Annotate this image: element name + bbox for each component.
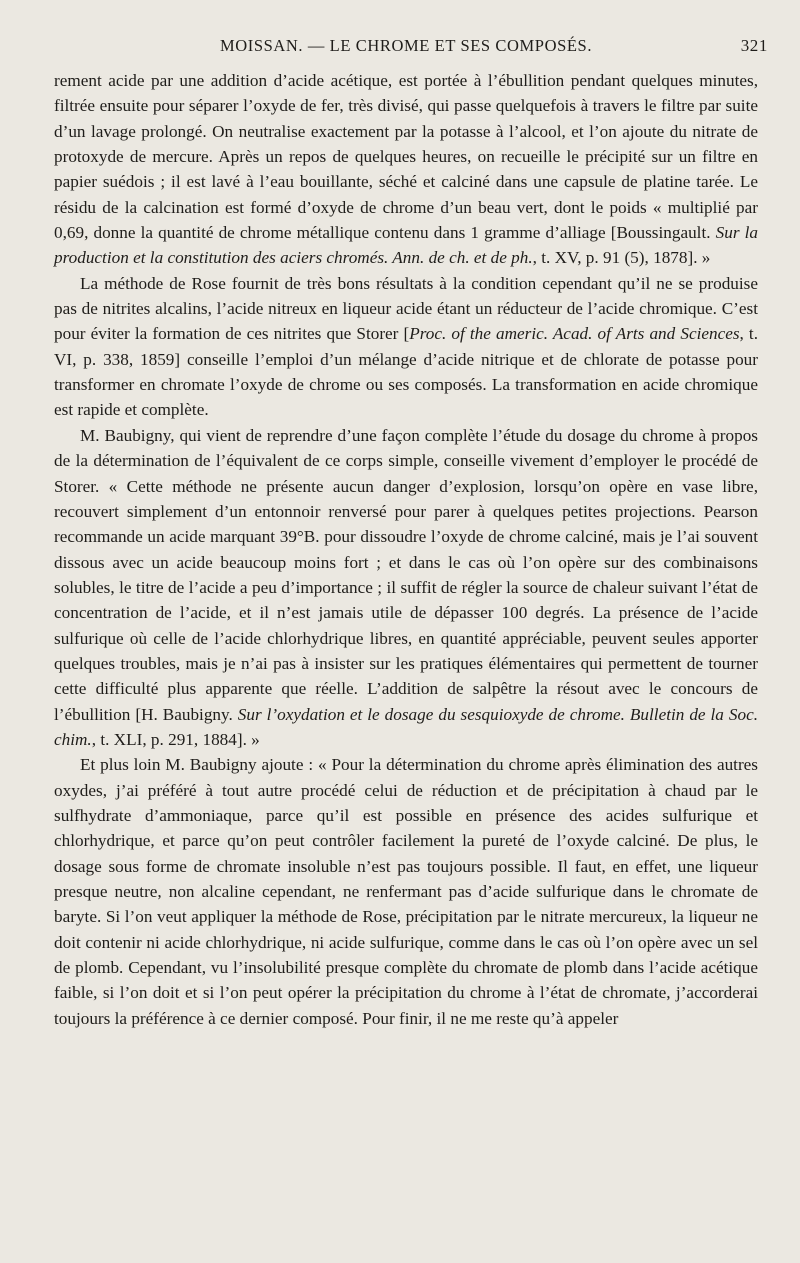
running-title: MOISSAN. — LE CHROME ET SES COMPOSÉS.	[219, 36, 593, 55]
running-head	[54, 34, 768, 58]
paragraph-3-text: M. Baubigny, qui vient de reprendre d’une façon complète l’étude du dosage du chrome à propos de la détermination de l’équivalent de ce corps simple, conseille vivement d’employer le procédé de Storer. « Cette méthode ne présente aucun danger d’explosion, lorsqu’on opère en vase libre, recouvert simplement d’un entonnoir renversé pour parer à quelques petites projections. Pearson recommande un acide marquant 39°B. pour dissoudre l’oxyde de chrome calciné, mais je l’ai souvent dissous avec un acide beaucoup moins fort ; et dans le cas où l’on opère sur des combinaisons solubles, le titre de l’acide a peu d’importance ; il suffit de régler la source de chaleur suivant l’état de concentration de l’acide, et il n’est jamais utile de dépasser 100 degrés. La présence de l’acide sulfurique où celle de l’acide chlorhydrique libres, en quantité appréciable, peuvent seules apporter quelques troubles, mais je n’ai pas à insister sur les pratiques élémentaires qui permettent de tourner cette difficulté plus apparente que réelle. L’addition de salpêtre la résout avec le concours de l’ébullition [H. Baubigny.	[54, 425, 758, 724]
paragraph-2	[54, 271, 758, 423]
paragraph-1-citation-title: Sur la production et la constitution des aciers chromés. Ann. de ch. et de ph.	[54, 223, 758, 268]
paragraph-1-text: rement acide par une addition d’acide acétique, est portée à l’ébullition pendant quelques minutes, filtrée ensuite pour séparer l’oxyde de fer, très divisé, qui passe quelquefois à travers le filtre par suite d’un lavage prolongé. On neutralise exactement par la potasse à l’alcool, et l’on ajoute du nitrate de protoxyde de mercure. Après un repos de quelques heures, on recueille le précipité sur un filtre en papier suédois ; il est lavé à l’eau bouillante, séché et calciné dans une capsule de platine tarée. Le résidu de la calcination est formé d’oxyde de chrome d’un beau vert, dont le poids « multiplié par 0,69, donne la quantité de chrome métallique contenu dans 1 gramme d’alliage [Boussingault.	[54, 71, 758, 243]
paragraph-2-text: La méthode de Rose fournit de très bons résultats à la condition cependant qu’il ne se produise pas de nitrites alcalins, l’acide nitreux en liqueur acide étant un réducteur de l’acide chromique. C’est pour éviter la formation de ces nitrites que Storer [	[54, 273, 758, 344]
paragraph-3	[54, 423, 758, 752]
paragraph-2-citation-title: Proc. of the americ. Acad. of Arts and Sciences	[409, 324, 740, 344]
page-number: 321	[740, 36, 768, 55]
body-text	[54, 68, 758, 1031]
paragraph-2-text-end: , t. VI, p. 338, 1859] conseille l’emploi d’un mélange d’acide nitrique et de chlorate de potasse pour transformer en chromate l’oxyde de chrome ou ses composés. La transformation en acide chromique est rapide et complète.	[54, 324, 758, 420]
paragraph-4-text: Et plus loin M. Baubigny ajoute : « Pour la détermination du chrome après élimination des autres oxydes, j’ai préféré à tout autre procédé celui de réduction et de précipitation à chaud par le sulfhydrate d’ammoniaque, parce qu’il est possible en présence des acides sulfurique et chlorhydrique, et parce qu’on peut contrôler facilement la pureté de l’oxyde calciné. De plus, le dosage sous forme de chromate insoluble n’est pas toujours possible. Il faut, en effet, une liqueur presque neutre, non alcaline cependant, ne renfermant pas d’acide sulfurique dans le chromate de baryte. Si l’on veut appliquer la méthode de Rose, précipitation par le nitrate mercureux, la liqueur ne doit contenir ni acide chlorhydrique, ni acide sulfurique, comme dans le cas où l’on opère avec un sel de plomb. Cependant, vu l’insolubilité presque complète du chromate de plomb dans l’acide acétique faible, si l’on doit et si l’on peut opérer la précipitation du chrome à l’état de chromate, j’accorderai toujours la préférence à ce dernier composé. Pour finir, il ne me reste qu’à appeler	[54, 755, 758, 1028]
paragraph-1-citation-ref: , t. XV, p. 91 (5), 1878]. »	[532, 248, 711, 268]
paragraph-3-citation-ref: , t. XLI, p. 291, 1884]. »	[91, 729, 260, 749]
paragraph-4	[54, 752, 758, 1031]
paragraph-3-citation-title: Sur l’oxydation et le dosage du sesquioxyde de chrome. Bulletin de la Soc. chim.	[54, 704, 758, 749]
paragraph-1	[54, 68, 758, 271]
